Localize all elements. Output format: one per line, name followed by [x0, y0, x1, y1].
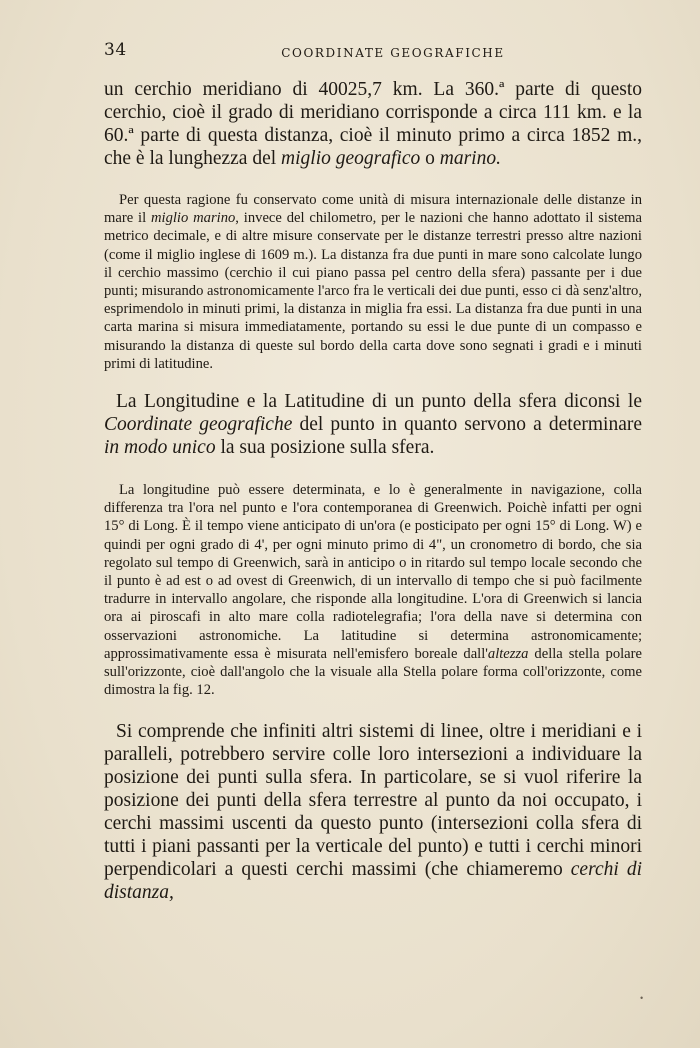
text-run: o: [420, 148, 440, 169]
paragraph-nautical-mile: [104, 191, 642, 373]
print-mark: •: [639, 994, 644, 1003]
italic-term: altezza: [487, 645, 529, 662]
text-run: un cerchio meridiano di 40025,7 km. La 360.ª parte di questo cerchio, cioè il grado di meridiano corrisponde a circa 111 km. e la 60.ª parte di questa distanza, cioè il minuto primo a circa 1852 m., che è la lunghezza del: [104, 79, 642, 169]
text-run: Si comprende che infiniti altri sistemi di linee, oltre i meridiani e i paralleli, potrebbero servire colle loro intersezioni a individuare la posizione dei punti sulla sfera. In particolare, se si vuol riferire la posizione dei punti della sfera terrestre al punto da noi occupato, i cerchi massimi uscenti da questo punto (intersezioni colla sfera di tutti i piani passanti per la verticale del punto) e tutti i cerchi minori perpendicolari a questi cerchi massimi (che chiameremo: [104, 721, 642, 881]
text-run: , invece del chilometro, per le nazioni che hanno adottato il sistema metrico decimale, e di altre misure conservate per le distanze terrestri presso altre nazioni (come il miglio inglese di 1609 m.). La distanza fra due punti in mare sono calcolate lungo il cerchio massimo (cerchio il cui piano passa pel centro della sfera) passante per i due punti; misurando astronomicamente l'arco fra le verticali dei due punti, esso ci dà senz'altro, esprimendolo in minuti primi, la distanza in miglia fra essi. La distanza fra due punti in una carta marina si misura immediatamente, portando su essi le due punte di un compasso e misurando la distanza di queste sul bordo della carta dove sono segnati i gradi e i minuti primi di latitudine.: [104, 210, 642, 372]
italic-term: Coordinate geografiche: [104, 414, 293, 436]
text-run: del punto in quanto servono a determinare: [292, 414, 642, 436]
text-run: della stella polare sull'orizzonte, cioè dall'angolo che la visuale alla Stella polare forma coll'orizzonte, come dimostra la fig. 12.: [104, 645, 642, 699]
italic-term: miglio marino: [150, 210, 236, 227]
running-head: COORDINATE GEOGRAFICHE: [281, 46, 505, 60]
text-run: la sua posizione sulla sfera.: [215, 437, 435, 459]
paragraph-meridian-length: [104, 78, 642, 170]
text-run: La Longitudine e la Latitudine di un punto della sfera diconsi le: [116, 391, 642, 413]
italic-term: marino.: [439, 148, 501, 169]
text-run: La longitudine può essere determinata, e lo è generalmente in navigazione, colla differenza tra l'ora nel punto e l'ora contemporanea di Greenwich. Poichè infatti per ogni 15° di Long. È il tempo viene anticipato di un'ora (e posticipato per ogni 15° di Long. W) e quindi per ogni grado di 4', per ogni minuto primo di 4", un cronometro di bordo, che sia regolato sul tempo di Greenwich, sarà in anticipo o in ritardo sul tempo locale secondo che il punto è ad est o ad ovest di Greenwich, di un intervallo di tempo che si può facilmente tradurre in intervallo angolare, che risponde alla longitudine. L'ora di Greenwich si lancia ora ai piroscafi in alto mare colla radiotelegrafia; l'ora della nave si determina con osservazioni astronomiche. La latitudine si determina astronomicamente; approssimativamente essa è misurata nell'emisfero boreale dall': [104, 482, 642, 662]
text-run: Per questa ragione fu conservato come unità di misura internazionale delle distanze in mare il: [104, 192, 642, 227]
italic-term: in modo unico: [104, 437, 216, 459]
paragraph-longitude-determination: [104, 481, 642, 699]
paragraph-geographic-coordinates: [104, 390, 642, 459]
italic-term: cerchi di distanza,: [104, 859, 642, 904]
page-number: 34: [104, 40, 127, 60]
paragraph-other-line-systems: [104, 720, 642, 904]
italic-term: miglio geografico: [281, 148, 421, 169]
page-header: [104, 0, 642, 78]
